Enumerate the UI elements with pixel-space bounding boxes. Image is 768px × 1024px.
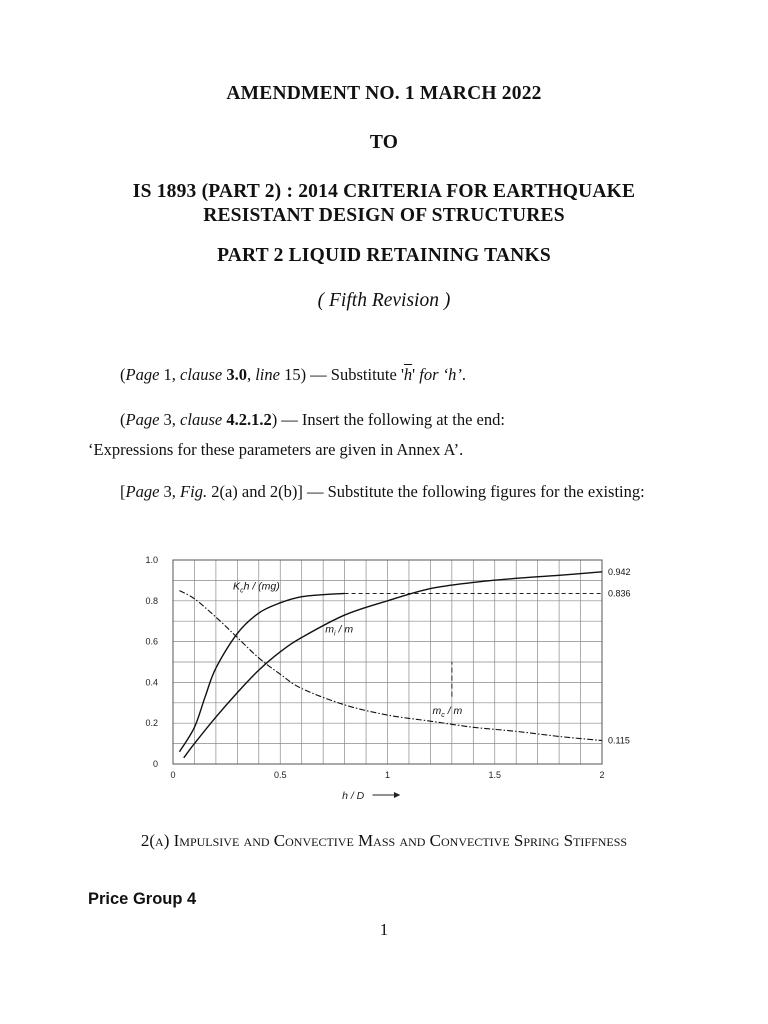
- y-tick-label: 1.0: [145, 555, 158, 565]
- part-title: PART 2 LIQUID RETAINING TANKS: [217, 245, 551, 266]
- amendment-item-2-quote: ‘Expressions for these parameters are given in Annex A’.: [88, 440, 464, 459]
- revision-subtitle: ( Fifth Revision ): [317, 290, 451, 311]
- x-tick-label: 0: [170, 770, 176, 780]
- end-value-label: 0.942: [608, 566, 631, 577]
- amendment-item-1: (Page 1, clause 3.0, line 15) — Substitute '$\overline{h}$' for ‘h’.: [120, 365, 467, 384]
- series-line-mi-m: [184, 572, 602, 758]
- y-tick-label: 0.6: [145, 636, 158, 647]
- x-tick-label: 1: [384, 770, 391, 780]
- series-label-mc-m: $m_c$ / m: [432, 705, 463, 720]
- price-group: Price Group 4: [88, 890, 197, 908]
- standard-title-line2: RESISTANT DESIGN OF STRUCTURES: [203, 205, 565, 226]
- x-axis-arrow-head: [394, 792, 400, 798]
- figure-caption: 2(a) Impulsive and Convective Mass and Convective Spring Stiffness: [140, 831, 628, 850]
- x-tick-label: 0.5: [273, 770, 287, 780]
- x-axis-label: h / D: [342, 790, 365, 802]
- page-number: 1: [379, 920, 389, 939]
- figure-2a-chart: [120, 545, 660, 805]
- h-bar-symbol: $\overline{h}$: [403, 365, 413, 384]
- standard-title-line1: IS 1893 (PART 2) : 2014 CRITERIA FOR EARTHQUAKE: [132, 181, 636, 202]
- end-value-label: 0.115: [608, 735, 630, 746]
- series-label-mi-m: $m_i$ / m: [325, 623, 354, 638]
- x-tick-label: 2: [599, 770, 605, 780]
- to-heading: TO: [369, 132, 399, 153]
- amendment-title: AMENDMENT NO. 1 MARCH 2022: [226, 83, 542, 104]
- series-line-mc-m: [179, 591, 602, 741]
- series-line-kch-mg: [179, 593, 344, 751]
- amendment-item-3: [Page 3, Fig. 2(a) and 2(b)] — Substitute the following figures for the existing:: [120, 482, 645, 501]
- series-label-kch-mg: $K_ch / (mg)$: [233, 580, 280, 595]
- y-tick-label: 0: [152, 759, 158, 769]
- end-value-label: 0.836: [608, 588, 631, 599]
- y-tick-label: 0.8: [145, 595, 158, 606]
- amendment-item-2: (Page 3, clause 4.2.1.2) — Insert the following at the end:: [120, 410, 505, 429]
- x-tick-label: 1.5: [488, 770, 502, 780]
- y-tick-label: 0.2: [145, 718, 158, 729]
- y-tick-label: 0.4: [145, 677, 158, 688]
